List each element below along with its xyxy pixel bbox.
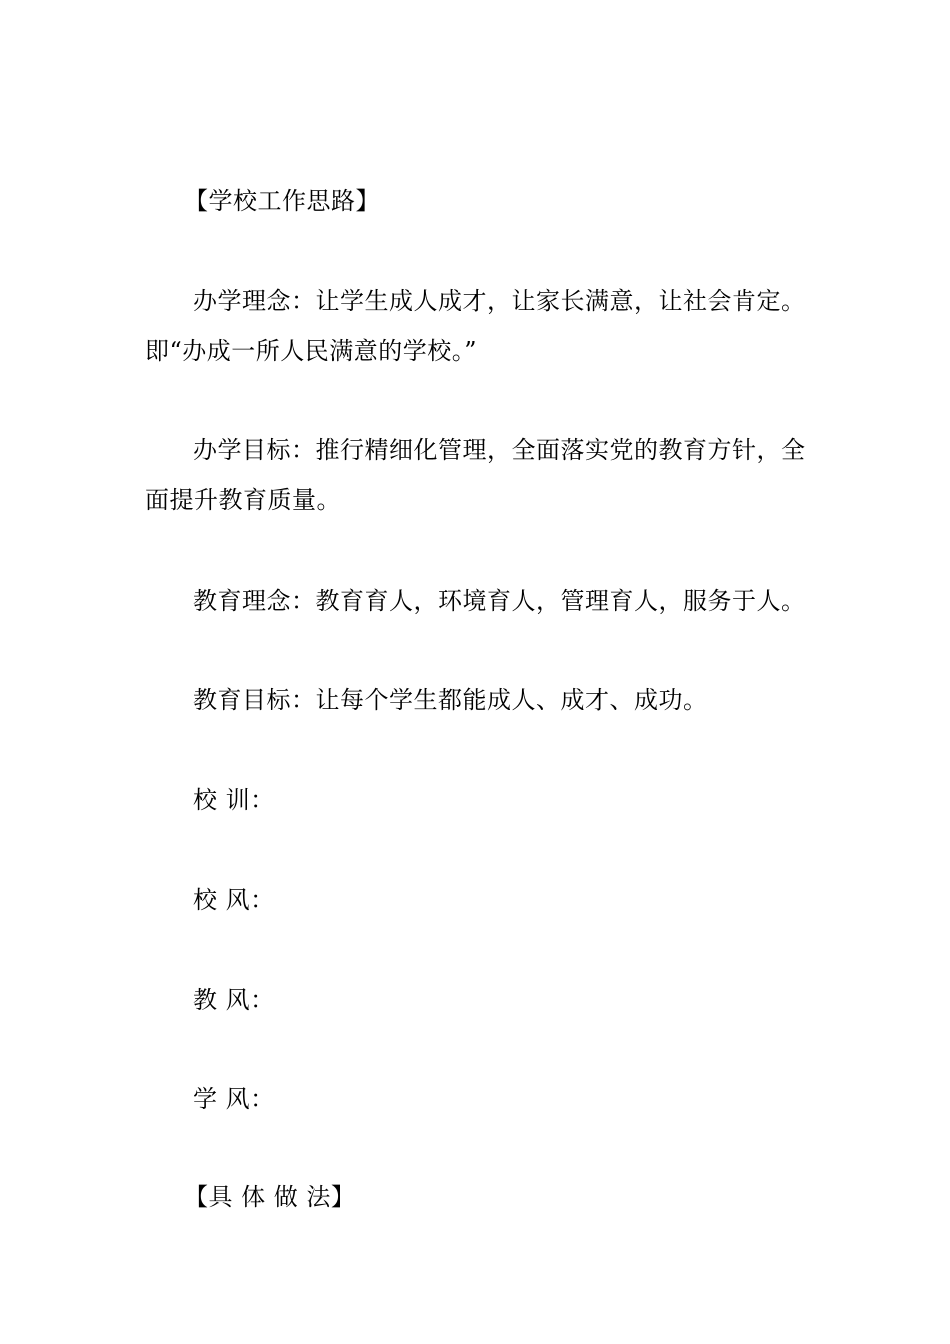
- school-goal-line-1: 办学目标：推行精细化管理，全面落实党的教育方针，全: [193, 436, 806, 464]
- school-motto-label: 校 训：: [193, 786, 275, 814]
- section-heading-specific-methods: 【具 体 做 法】: [184, 1183, 356, 1211]
- education-philosophy: 教育理念：教育育人，环境育人，管理育人，服务于人。: [193, 587, 806, 615]
- teaching-style-label: 教 风：: [193, 986, 275, 1014]
- education-goal: 教育目标：让每个学生都能成人、成才、成功。: [193, 686, 708, 714]
- section-heading-work-approach: 【学校工作思路】: [184, 187, 380, 215]
- school-goal-line-2: 面提升教育质量。: [145, 486, 341, 514]
- school-ethos-label: 校 风：: [193, 886, 275, 914]
- study-style-label: 学 风：: [193, 1085, 275, 1113]
- school-philosophy-line-1: 办学理念：让学生成人成才，让家长满意，让社会肯定。: [193, 287, 806, 315]
- school-philosophy-line-2: 即“办成一所人民满意的学校。”: [145, 337, 478, 365]
